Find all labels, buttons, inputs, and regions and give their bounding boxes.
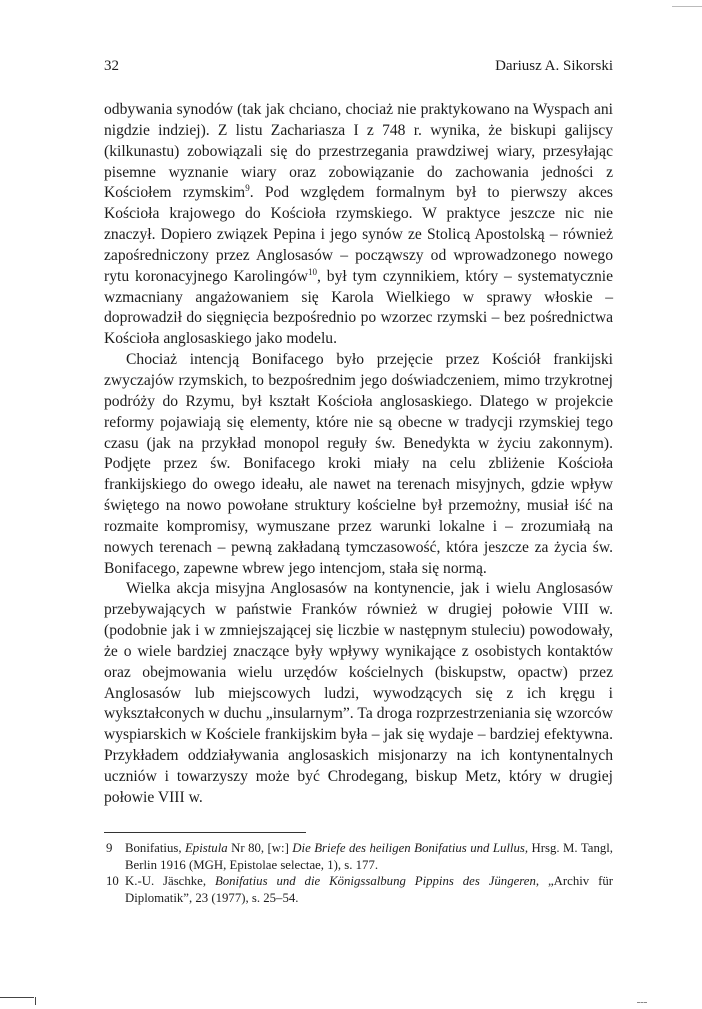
footnote-ref-10[interactable]: 10 (308, 266, 318, 277)
running-author: Dariusz A. Sikorski (495, 58, 613, 74)
scan-edge-mark (637, 1002, 647, 1003)
footnote-9: 9 Bonifatius, Epistula Nr 80, [w:] Die Briefe des heiligen Bonifatius und Lullus, Hrsg. M. Tangl, Berlin 1916 (MGH, Epistolae selectae, 1), s. 177. (106, 841, 614, 872)
scan-edge-mark (35, 997, 36, 1005)
footnote-ref-9[interactable]: 9 (245, 183, 250, 194)
page-number: 32 (104, 58, 119, 74)
paragraph-2: Chociaż intencją Bonifacego było przejęcie przez Kościół frankijski zwyczajów rzymskich, to bezpośrednim jego doświadczeniem, mimo trzykrotnej podróży do Rzymu, był kształt Kościoła anglosaskiego. Dlatego w projekcie reformy pojawiają się elementy, które nie są obecne w tradycji rzymskiej tego czasu (jak na przykład monopol reguły św. Benedykta w życiu zakonnym). Podjęte przez św. Bonifacego kroki miały na celu zbliżenie Kościoła frankijskiego do owego ideału, ale nawet na terenach misyjnych, gdzie wpływ świętego na nowo powołane struktury kościelne był przemożny, musiał iść na rozmaite kompromisy, wymuszane przez warunki lokalne i – zrozumiałą na nowych terenach – pewną zakładaną tymczasowość, która jeszcze za życia św. Bonifacego, zapewne wbrew jego intencjom, stała się normą. (104, 351, 613, 577)
footnote-separator (104, 832, 306, 833)
scan-edge-mark (672, 6, 702, 7)
scan-edge-mark (0, 997, 34, 998)
footnote-number: 10 (106, 874, 119, 888)
paragraph-3: Wielka akcja misyjna Anglosasów na kontynencie, jak i wielu Anglosasów przebywających w państwie Franków również w drugiej połowie VIII w. (podobnie jak i w zmniejszającej się liczbie w następnym stuleciu) powodowały, że o wiele bardziej znaczące były wpływy wynikające z osobistych kontaktów oraz obejmowania wielu urzędów kościelnych (biskupstw, opactw) przez Anglosasów lub miejscowych ludzi, wywodzących się z ich kręgu i wykształconych w duchu „insularnym”. Ta droga rozprzestrzeniania się wzorców wyspiarskich w Kościele frankijskim była – jak się wydaje – bardziej efektywna. Przykładem oddziaływania anglosaskich misjonarzy na ich kontynentalnych uczniów i towarzyszy może być Chrodegang, biskup Metz, który w drugiej połowie VIII w. (104, 580, 613, 806)
footnote-10: 10 K.-U. Jäschke, Bonifatius und die Königssalbung Pippins des Jüngeren, „Archiv für Diplomatik”, 23 (1977), s. 25–54. (106, 874, 613, 905)
running-header (104, 58, 613, 75)
paragraph-1: odbywania synodów (tak jak chciano, chociaż nie praktykowano na Wyspach ani nigdzie indziej). Z listu Zachariasza I z 748 r. wynika, że biskupi galijscy (kilkunastu) zobowiązali się do przestrzegania prawdziwej wiary, przesyłając pisemne wyznanie wiary oraz zobowiązanie do zachowania jedności z Kościołem rzymskim$^9$. Pod względem formalnym był to pierwszy akces Kościoła krajowego do Kościoła rzymskiego. W praktyce jeszcze nic nie znaczył. Dopiero związek Pepina i jego synów ze Stolicą Apostolską – również zapośredniczony przez Anglosasów – począwszy od wprowadzonego nowego rytu koronacyjnego Karolingów$^{10}$, był tym czynnikiem, który – systematycznie wzmacniany angażowaniem się Karola Wielkiego w sprawy włoskie – doprowadził do sięgnięcia bezpośrednio po wzorzec rzymski – bez pośrednictwa Kościoła anglosaskiego jako modelu. (104, 101, 613, 348)
footnote-number: 9 (106, 841, 113, 855)
main-text (104, 100, 613, 809)
footnotes (104, 840, 613, 906)
